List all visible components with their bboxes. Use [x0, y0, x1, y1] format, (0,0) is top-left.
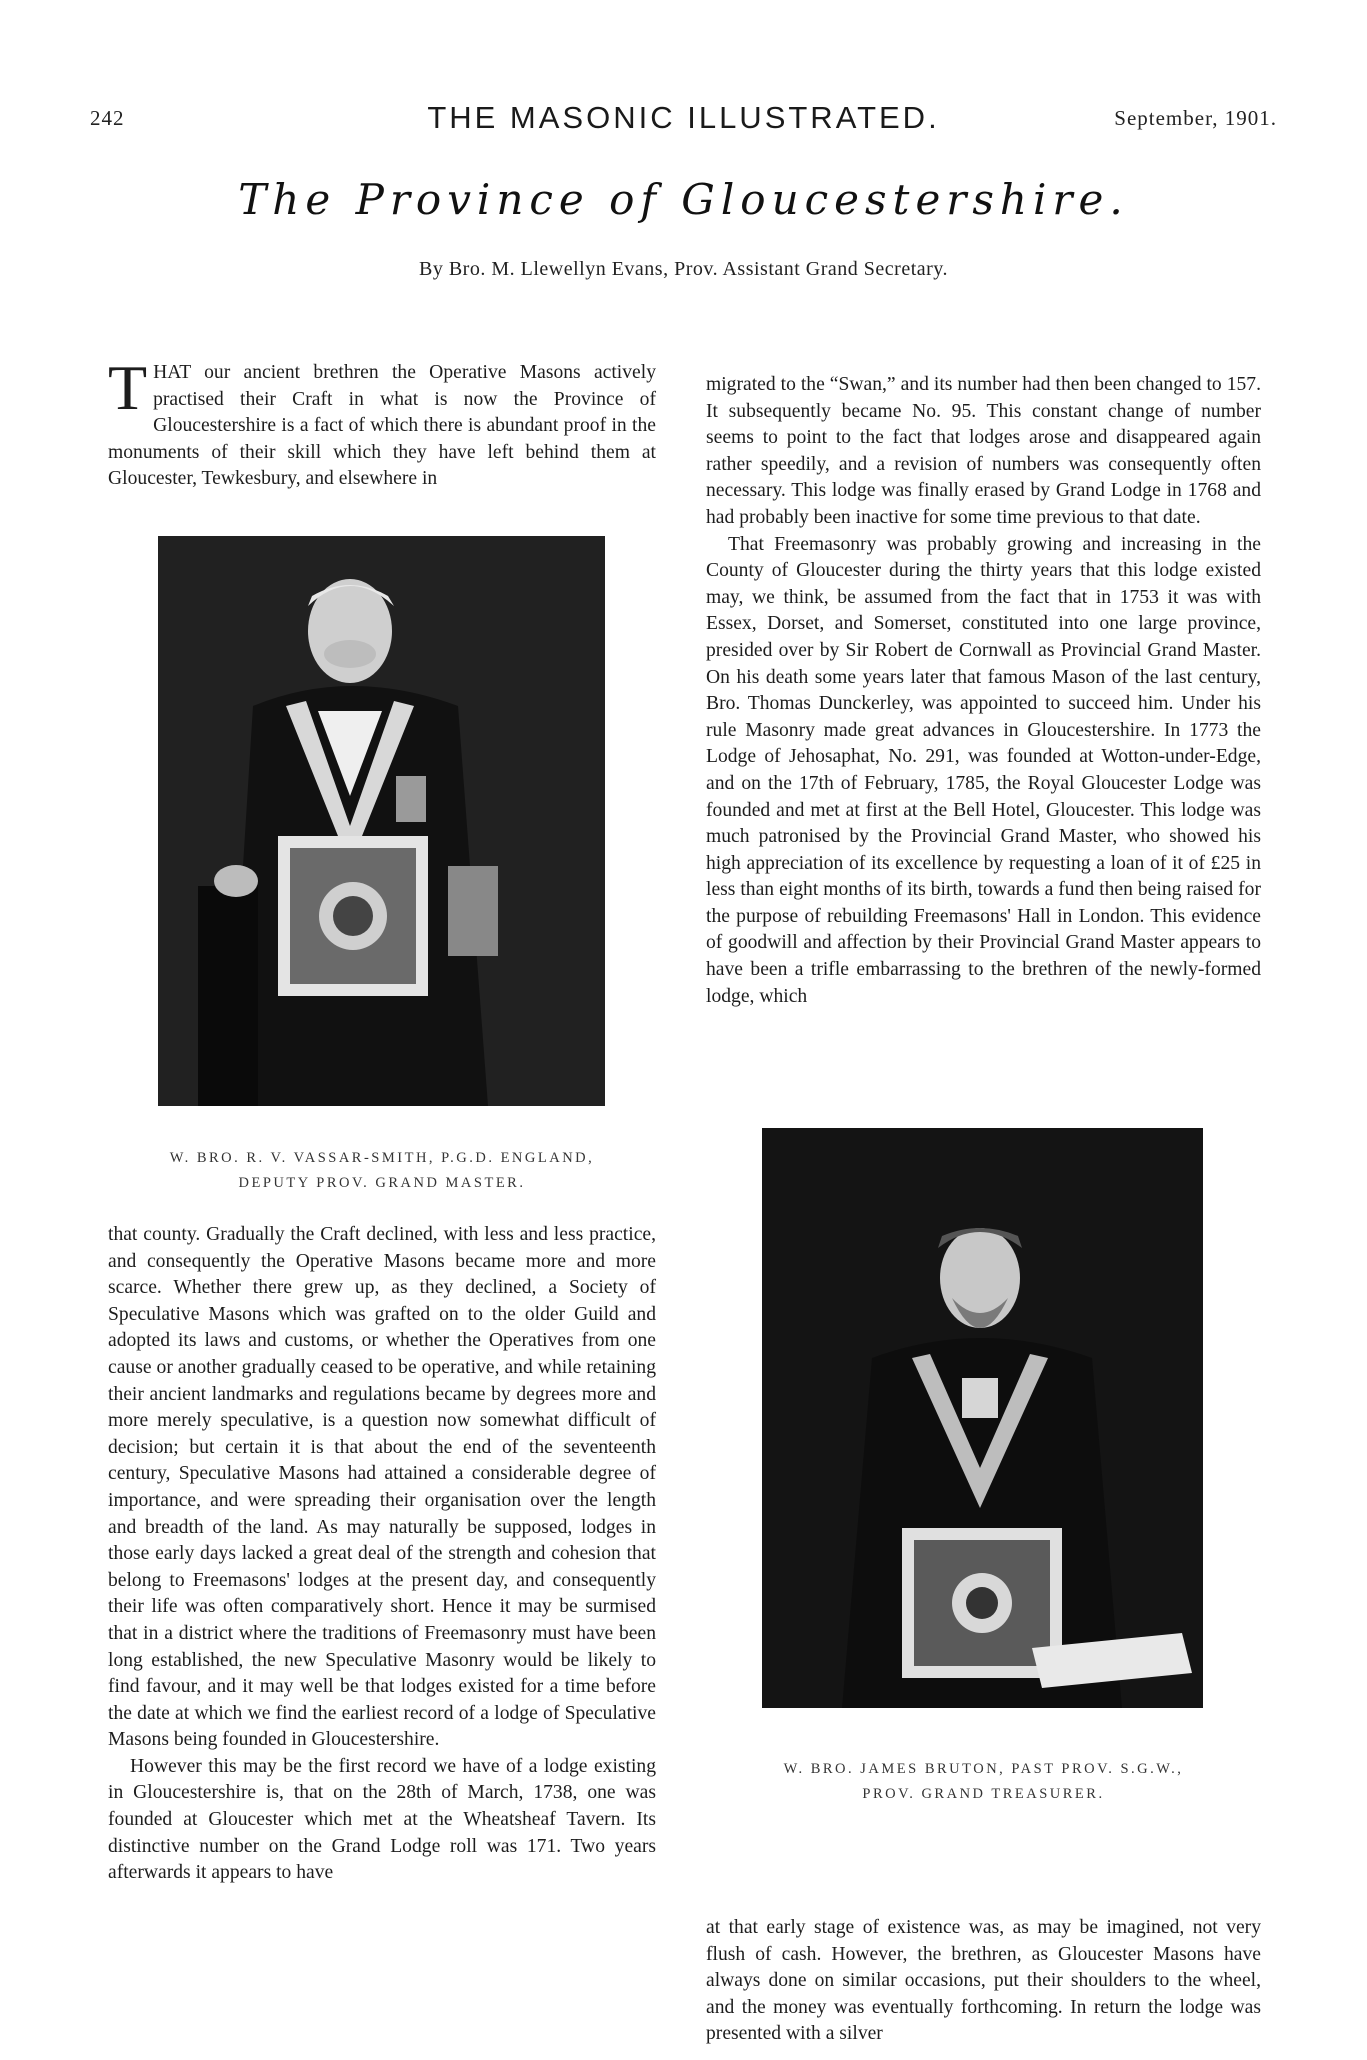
paragraph: migrated to the “Swan,” and its number had then been changed to 157. It subsequently became No. 95. This constant change of number seems to point to the fact that lodges arose and disappeared again rather speedily, and a revision of numbers was consequently often necessary. This lodge was finally erased by Grand Lodge in 1768 and had probably been inactive for some time previous to that date.: [706, 374, 1261, 528]
article-title: The Province of Gloucestershire.: [238, 175, 1129, 224]
issue-date: September, 1901.: [1114, 106, 1277, 130]
portrait-vassar-smith: [158, 536, 605, 1106]
paragraph-text: HAT our ancient brethren the Operative Masons actively practised their Craft in what is now the Province of Gloucestershire is a fact of which there is abundant proof in the monuments of their skill which they have left behind them at Gloucester, Tewkesbury, and elsewhere in: [108, 362, 656, 490]
column-right-top: [706, 372, 1261, 1010]
column-left-bottom: [108, 1222, 656, 1887]
portrait-illustration: [158, 536, 605, 1106]
paragraph: However this may be the first record we have of a lodge existing in Gloucestershire is, that on the 28th of March, 1738, one was founded at Gloucester which met at the Wheatsheaf Tavern. Its distinctive number on the Grand Lodge roll was 171. Two years afterwards it appears to have: [108, 1755, 656, 1884]
magazine-title: THE MASONIC ILLUSTRATED.: [427, 100, 940, 135]
page-number: 242: [90, 106, 125, 130]
column-right-bottom: [706, 1915, 1261, 2048]
paragraph: at that early stage of existence was, as may be imagined, not very flush of cash. However, the brethren, as Gloucester Masons have always done on similar occasions, put their shoulders to the wheel, and the money was eventually forthcoming. In return the lodge was presented with a silver: [706, 1917, 1261, 2045]
caption-portrait-1: [108, 1146, 656, 1196]
drop-cap: T: [108, 352, 148, 423]
portrait-illustration: [762, 1128, 1203, 1708]
caption-line: W. BRO. JAMES BRUTON, PAST PROV. S.G.W.,: [783, 1761, 1184, 1777]
caption-line: PROV. GRAND TREASURER.: [862, 1786, 1105, 1802]
caption-line: W. BRO. R. V. VASSAR-SMITH, P.G.D. ENGLAND,: [169, 1150, 595, 1166]
column-left-top: [108, 352, 656, 493]
article-byline: By Bro. M. Llewellyn Evans, Prov. Assistant Grand Secretary.: [419, 258, 948, 280]
paragraph: that county. Gradually the Craft declined, with less and less practice, and consequently the Operative Masons became more and more scarce. Whether there grew up, as they declined, a Society of Speculative Masons which was grafted on to the older Guild and adopted its laws and customs, or whether the Operatives from one cause or another gradually ceased to be operative, and while retaining their ancient landmarks and regulations became by degrees more and more merely speculative, is a question now somewhat difficult of decision; but certain it is that about the end of the seventeenth century, Speculative Masons had attained a considerable degree of importance, and were spreading their organisation over the length and breadth of the land. As may naturally be supposed, lodges in those early days lacked a great deal of the strength and cohesion that belong to Freemasons' lodges at the present day, and consequently their life was often comparatively short. Hence it may be surmised that in a district where the traditions of Freemasonry must have been long established, the new Speculative Masonry would be likely to find favour, and it may well be that lodges existed for a time before the date at which we find the earliest record of a lodge of Speculative Masons being founded in Gloucestershire.: [108, 1224, 656, 1751]
paragraph: [108, 352, 656, 493]
caption-portrait-2: [706, 1757, 1261, 1807]
page-header: [90, 100, 1277, 140]
paragraph: That Freemasonry was probably growing and increasing in the County of Gloucester during the thirty years that this lodge existed may, we think, be assumed from the fact that in 1753 it was with Essex, Dorset, and Somerset, constituted into one large province, presided over by Sir Robert de Cornwall as Provincial Grand Master. On his death some years later that famous Mason of the last century, Bro. Thomas Dunckerley, was appointed to succeed him. Under his rule Masonry made great advances in Gloucestershire. In 1773 the Lodge of Jehosaphat, No. 291, was founded at Wotton-under-Edge, and on the 17th of February, 1785, the Royal Gloucester Lodge was founded and met at first at the Bell Hotel, Gloucester. This lodge was much patronised by the Provincial Grand Master, who showed his high appreciation of its excellence by requesting a loan of it of £25 in less than eight months of its birth, towards a fund then being raised for the purpose of rebuilding Freemasons' Hall in London. This evidence of goodwill and affection by their Provincial Grand Master appears to have been a trifle embarrassing to the brethren of the newly-formed lodge, which: [706, 533, 1261, 1007]
portrait-bruton: [762, 1128, 1203, 1708]
caption-line: DEPUTY PROV. GRAND MASTER.: [238, 1175, 526, 1191]
